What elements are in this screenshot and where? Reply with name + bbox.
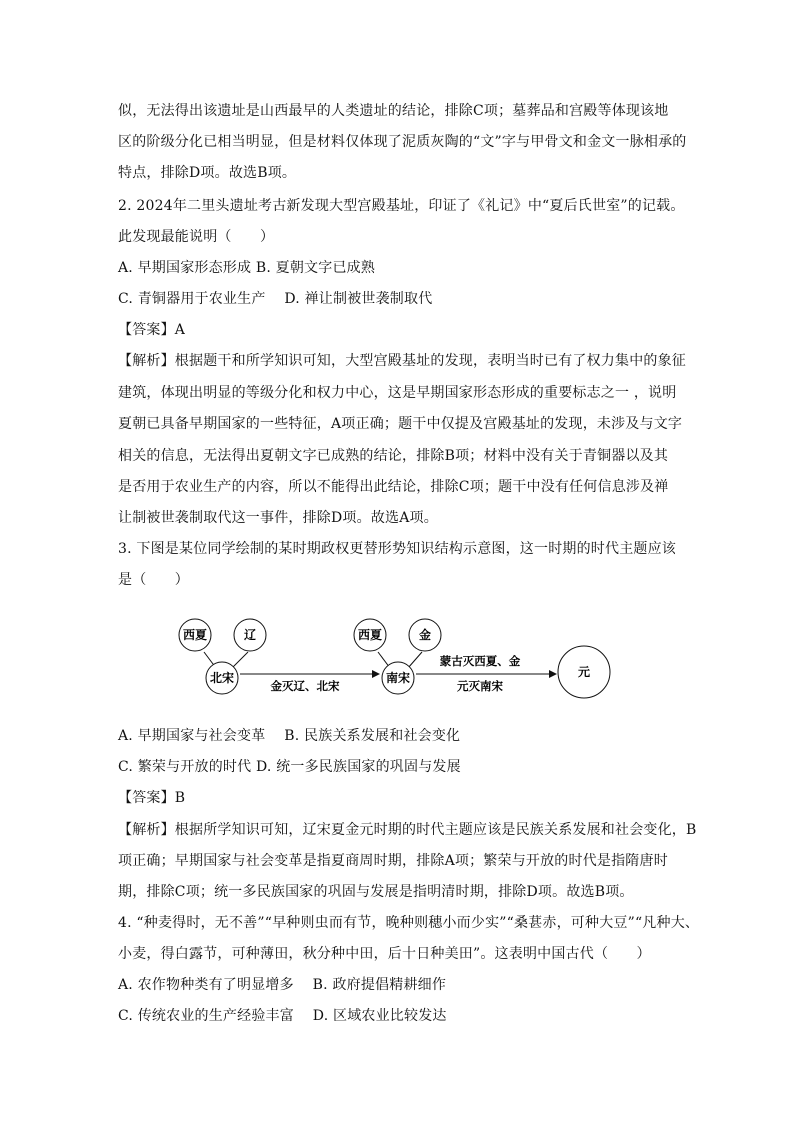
- question-2-analysis-1: 【解析】根据题干和所学知识可知，大型宫殿基址的发现，表明当时已有了权力集中的象征: [118, 353, 686, 369]
- question-3-options-ab: A. 早期国家与社会变革 B. 民族关系发展和社会变化: [118, 728, 461, 744]
- question-2-options-cd: C. 青铜器用于农业生产 D. 禅让制被世袭制取代: [118, 291, 433, 307]
- node-label-xixia-1: 西夏: [182, 628, 208, 642]
- question-2-options-ab: A. 早期国家形态形成 B. 夏朝文字已成熟: [118, 260, 376, 276]
- question-3-stem-cont: 是（ ）: [118, 572, 189, 588]
- question-4-options-ab: A. 农作物种类有了明显增多 B. 政府提倡精耕细作: [118, 977, 447, 993]
- text-line-3: 特点，排除D项。故选B项。: [118, 165, 297, 181]
- node-label-yuan: 元: [577, 665, 591, 679]
- question-2-answer: 【答案】A: [118, 322, 186, 338]
- question-2-analysis-6: 让制被世袭制取代这一事件，排除D项。故选A项。: [118, 510, 438, 526]
- question-2-analysis-4: 相关的信息，无法得出夏朝文字已成熟的结论，排除B项；材料中没有关于青铜器以及其: [118, 448, 669, 464]
- question-3-stem: 3. 下图是某位同学绘制的某时期政权更替形势知识结构示意图，这一时期的时代主题应该: [118, 541, 677, 557]
- question-4-stem-cont: 小麦，得白露节，可种薄田，秋分种中田，后十日种美田”。这表明中国古代（ ）: [118, 946, 651, 962]
- node-label-beisong: 北宋: [209, 671, 235, 685]
- question-3-analysis-3: 期，排除C项；统一多民族国家的巩固与发展是指明清时期，排除D项。故选B项。: [118, 884, 634, 900]
- node-label-liao: 辽: [243, 628, 257, 642]
- question-2-analysis-5: 是否用于农业生产的内容，所以不能得出此结论，排除C项；题干中没有任何信息涉及禅: [118, 479, 669, 495]
- question-2-analysis-2: 建筑，体现出明显的等级分化和权力中心，这是早期国家形态形成的重要标志之一 ，说明: [118, 385, 677, 401]
- arrow-label-yuan-destroys: 元灭南宋: [457, 679, 503, 693]
- question-4-stem: 4. “种麦得时，无不善”“早种则虫而有节，晚种则穗小而少实”“桑葚赤，可种大豆”“凡种大、: [118, 915, 700, 931]
- arrow-label-jin-destroys: 金灭辽、北宋: [270, 679, 340, 693]
- question-4-options-cd: C. 传统农业的生产经验丰富 D. 区域农业比较发达: [118, 1008, 447, 1024]
- text-line-1: 似，无法得出该遗址是山西最早的人类遗址的结论，排除C项；墓葬品和宫殿等体现该地: [118, 103, 669, 119]
- question-2-stem: 2. 2024年二里头遗址考古新发现大型宫殿基址，印证了《礼记》中“夏后氏世室”的记载。: [118, 198, 685, 214]
- node-label-nansong: 南宋: [385, 671, 411, 685]
- question-3-analysis-1: 【解析】根据所学知识可知，辽宋夏金元时期的时代主题应该是民族关系发展和社会变化，B: [118, 822, 697, 838]
- regime-change-diagram: [160, 612, 640, 702]
- question-3-analysis-2: 项正确；早期国家与社会变革是指夏商周时期，排除A项；繁荣与开放的时代是指隋唐时: [118, 853, 668, 869]
- node-label-xixia-2: 西夏: [357, 628, 383, 642]
- arrow-label-mongol-destroys: 蒙古灭西夏、金: [439, 654, 521, 668]
- question-3-answer: 【答案】B: [118, 790, 186, 806]
- node-label-jin: 金: [418, 628, 432, 642]
- text-line-2: 区的阶级分化已相当明显，但是材料仅体现了泥质灰陶的“文”字与甲骨文和金文一脉相承的: [118, 134, 687, 150]
- question-2-stem-cont: 此发现最能说明（ ）: [118, 229, 275, 245]
- question-3-options-cd: C. 繁荣与开放的时代 D. 统一多民族国家的巩固与发展: [118, 759, 461, 775]
- question-2-analysis-3: 夏朝已具备早期国家的一些特征，A项正确；题干中仅提及宫殿基址的发现，未涉及与文字: [118, 416, 683, 432]
